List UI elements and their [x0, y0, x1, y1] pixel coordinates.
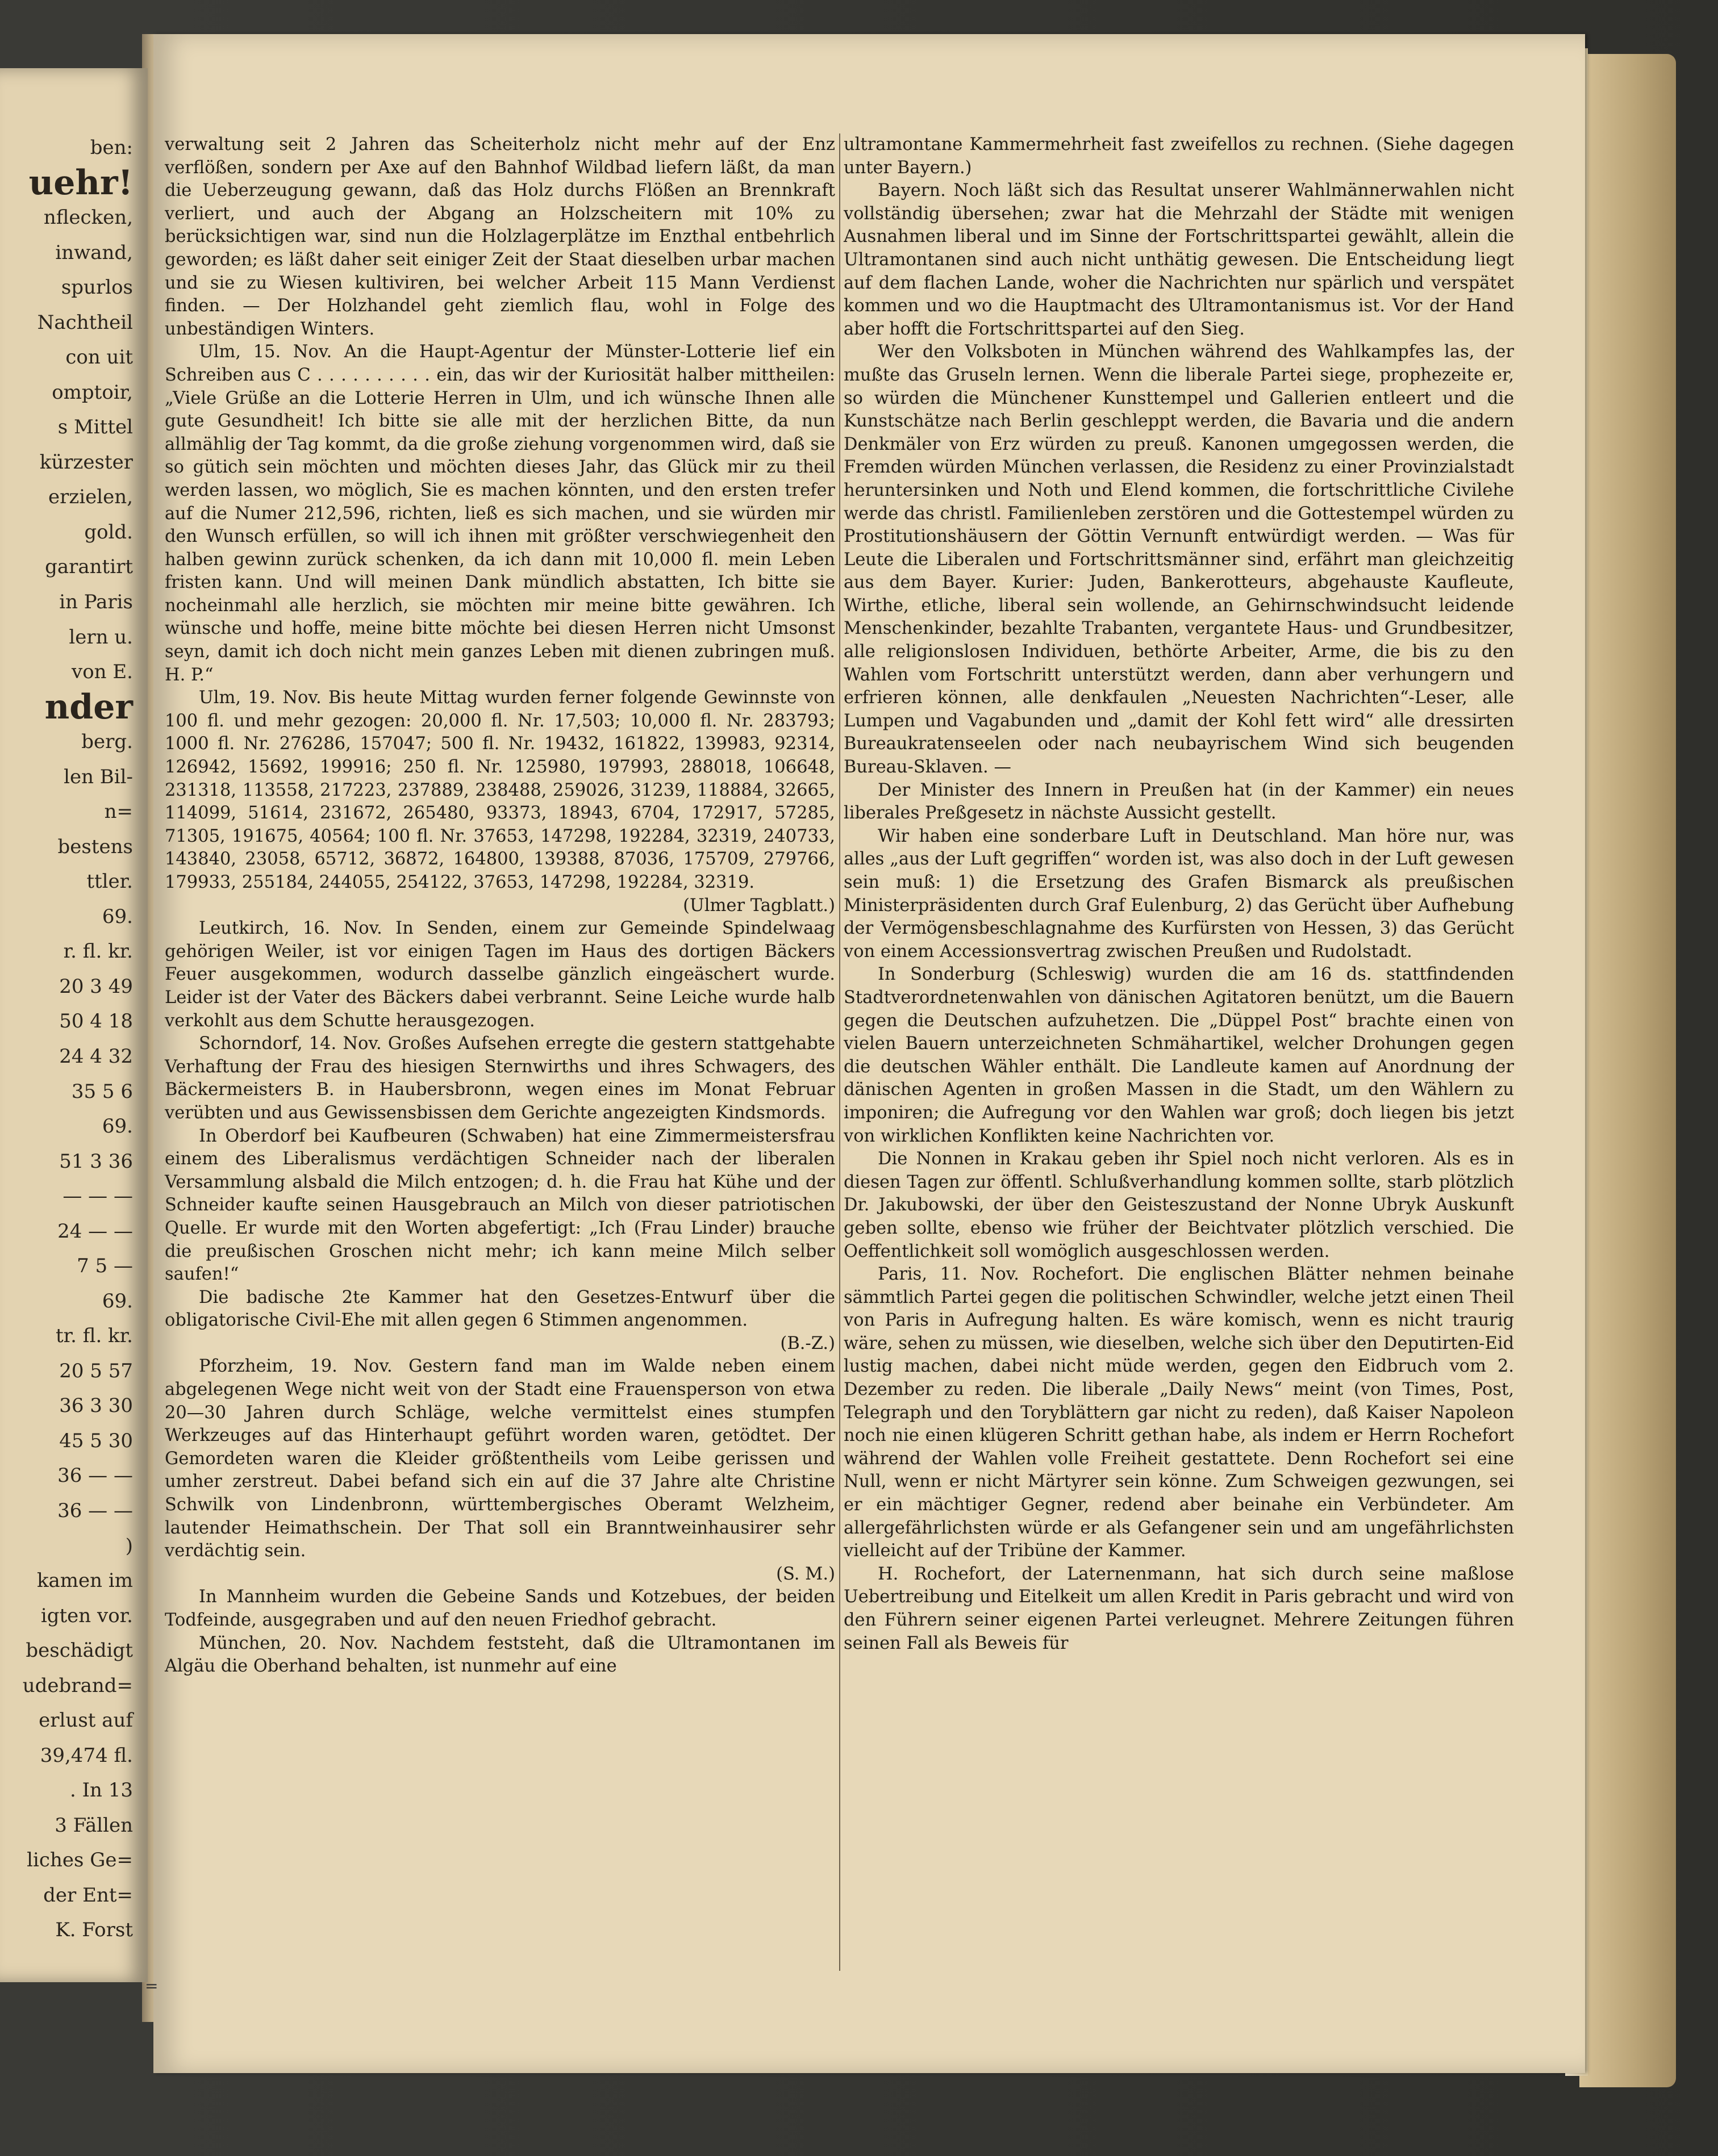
left-page-fragment: n=	[104, 800, 133, 823]
left-page-fragment: von E.	[71, 661, 133, 683]
left-page-fragment: 39,474 fl.	[40, 1744, 133, 1767]
left-page-fragment: 69.	[102, 1115, 133, 1138]
left-page-fragment: inwand,	[55, 241, 133, 264]
column-left	[165, 133, 835, 1678]
article-paragraph: München, 20. Nov. Nachdem feststeht, daß die Ultramontanen im Algäu die Oberhand behalten, ist nunmehr auf eine	[165, 1633, 835, 1677]
page-mark: =	[145, 1977, 159, 1995]
left-page-fragment: beschädigt	[26, 1639, 133, 1662]
left-page-fragment: 36 — —	[57, 1464, 133, 1487]
left-page-fragment: ttler.	[86, 870, 133, 893]
left-page-fragment: tr. fl. kr.	[55, 1324, 133, 1347]
left-page-fragment: berg.	[81, 730, 133, 753]
article-paragraph: H. Rochefort, der Laternenmann, hat sich durch seine maßlose Uebertreibung und Eitelkeit um allen Kredit in Paris gebracht und wird von den Führern seiner eigenen Partei verleugnet. Mehrere Zeitungen führen seinen Fall als Beweis für	[844, 1564, 1514, 1653]
left-page-fragment: )	[125, 1535, 133, 1557]
article-paragraph: verwaltung seit 2 Jahren das Scheiterholz nicht mehr auf der Enz verflößen, sondern per Axe auf den Bahnhof Wildbad liefern läßt, da man die Ueberzeugung gewann, daß das Holz durchs Flößen an Brennkraft verliert, und auch der Abgang an Holzscheitern mit 10% zu berücksichtigen war, sind nun die Holzlagerplätze im Enzthal entbehrlich geworden; es läßt daher seit einiger Zeit der Staat dieselben urbar machen und sie zu Wiesen kultiviren, bei welcher Arbeit 115 Mann Verdienst finden. — Der Holzhandel geht ziemlich flau, wohl in Folge des unbeständigen Winters.	[165, 135, 835, 339]
article-paragraph: Pforzheim, 19. Nov. Gestern fand man im Walde neben einem abgelegenen Wege nicht weit von der Stadt eine Frauensperson von etwa 20—30 Jahren durch Schläge, welche vermittelst eines stumpfen Werkzeuges auf das Hinterhaupt geführt worden waren, getödtet. Der Gemordeten waren die Kleider größtentheils vom Leibe gerissen und umher zerstreut. Dabei befand sich ein auf die 37 Jahre alte Christine Schwilk von Lindenbronn, württembergisches Oberamt Welzheim, lautender Heimathschein. Der That soll ein Branntweinhausirer sehr verdächtig sein.	[165, 1356, 835, 1561]
left-page-fragment: lern u.	[69, 626, 133, 649]
left-page-fragment: 50 4 18	[59, 1010, 133, 1033]
left-page-fragment: — — —	[62, 1185, 133, 1207]
article-paragraph: In Sonderburg (Schleswig) wurden die am 16 ds. stattfindenden Stadtverordnetenwahlen von dänischen Agitatoren benützt, um die Bauern gegen die Deutschen aufzuhetzen. Die „Düppel Post“ brachte einen von vielen Bauern unterzeichneten Schmähartikel, welcher Drohungen gegen die deutschen Wähler enthält. Die Landleute kamen auf Anordnung der dänischen Agenten in großen Massen in die Stadt, um den Wählern zu imponiren; die Aufregung vor den Wahlen war groß; doch liegen bis jetzt von wirklichen Konflikten keine Nachrichten vor.	[844, 964, 1514, 1146]
article-paragraph: Der Minister des Innern in Preußen hat (in der Kammer) ein neues liberales Preßgesetz in nächste Aussicht gestellt.	[844, 780, 1514, 824]
article-paragraph: In Mannheim wurden die Gebeine Sands und Kotzebues, der beiden Todfeinde, ausgegraben und auf den neuen Friedhof gebracht.	[165, 1587, 835, 1630]
source-citation: (S. M.)	[776, 1564, 835, 1584]
left-page-fragment: 20 3 49	[59, 975, 133, 998]
left-page	[0, 68, 148, 1982]
left-page-fragment: liches Ge=	[27, 1849, 133, 1871]
left-page-fragment: 36 — —	[57, 1499, 133, 1522]
left-page-fragment: kürzester	[39, 451, 133, 474]
article-paragraph: Paris, 11. Nov. Rochefort. Die englischen Blätter nehmen beinahe sämmtlich Partei gegen die politischen Schwindler, welche jetzt einen Theil von Paris in Aufregung halten. Es wäre komisch, wenn es nicht traurig wäre, sehen zu müssen, wie dieselben, welche sich über den Deputirten-Eid lustig machen, dabei nicht müde werden, gegen den Eidbruch vom 2. Dezember zu reden. Die liberale „Daily News“ meint (von Times, Post, Telegraph und den Toryblättern gar nicht zu reden), daß Kaiser Napoleon noch nie einen klügeren Schritt gethan habe, als indem er Herrn Rochefort während der Wahlen volle Freiheit gestattete. Denn Rochefort sei eine Null, wenn er nicht Märtyrer sein könne. Zum Schweigen gezwungen, sei er ein mächtiger Gegner, redend aber beinahe ein Verbündeter. Am allergefährlichsten würde er als Gefangener sein und am ungefährlichsten vielleicht auf der Tribüne der Kammer.	[844, 1264, 1514, 1561]
left-page-fragment: 51 3 36	[59, 1150, 133, 1173]
left-page-fragment: nder	[44, 687, 133, 727]
left-page-fragment: nflecken,	[43, 206, 133, 229]
article-paragraph: Schorndorf, 14. Nov. Großes Aufsehen erregte die gestern stattgehabte Verhaftung der Frau des hiesigen Sternwirths und ihres Schwagers, des Bäckermeisters B. in Haubersbronn, wegen eines im Monat Februar verübten und aus Gewissensbissen dem Gerichte angezeigten Kindsmords.	[165, 1034, 835, 1123]
column-right	[844, 133, 1514, 1655]
left-page-fragment: r. fl. kr.	[63, 940, 133, 963]
left-page-fragment: . In 13	[69, 1779, 133, 1802]
left-page-fragment: 24 4 32	[59, 1045, 133, 1068]
left-page-fragment: con uit	[65, 346, 133, 369]
left-page-fragment: 24 — —	[57, 1220, 133, 1243]
left-page-fragment: ben:	[90, 136, 133, 159]
article-paragraph: Die badische 2te Kammer hat den Gesetzes-Entwurf über die obligatorische Civil-Ehe mit allen gegen 6 Stimmen angenommen.	[165, 1287, 835, 1331]
left-page-fragment: bestens	[57, 835, 133, 858]
left-page-fragment: erlust auf	[39, 1709, 133, 1732]
article-paragraph: Wir haben eine sonderbare Luft in Deutschland. Man höre nur, was alles „aus der Luft gegriffen“ worden ist, was also doch in der Luft gewesen sein muß: 1) die Ersetzung des Grafen Bismarck als preußischen Ministerpräsidenten durch Graf Eulenburg, 2) das Gerücht über Aufhebung der Vermögensbeschlagnahme des Kurfürsten von Hessen, 3) das Gerücht von einem Accessionsvertrag zwischen Preußen und Rudolstadt.	[844, 826, 1514, 962]
left-page-fragment: gold.	[84, 521, 133, 544]
column-divider	[839, 133, 840, 1971]
article-paragraph: Bayern. Noch läßt sich das Resultat unserer Wahlmännerwahlen nicht vollständig übersehen; zwar hat die Mehrzahl der Städte mit wenigen Ausnahmen liberal und im Sinne der Fortschrittspartei gewählt, allein die Ultramontanen sind auch nicht unthätig gewesen. Die Entscheidung liegt auf dem flachen Lande, woher die Nachrichten nur spärlich und verspätet kommen und wo die Hauptmacht des Ultramontanismus ist. Vor der Hand aber hofft die Fortschrittspartei auf den Sieg.	[844, 181, 1514, 339]
left-page-fragment: 69.	[102, 1290, 133, 1313]
left-page-fragment: garantirt	[45, 555, 133, 578]
left-page-fragment: erzielen,	[48, 486, 133, 508]
left-page-fragment: spurlos	[61, 276, 133, 299]
left-page-fragment: 20 5 57	[59, 1360, 133, 1382]
article-paragraph: In Oberdorf bei Kaufbeuren (Schwaben) hat eine Zimmermeistersfrau einem des Liberalismus verdächtigen Schneider nach der liberalen Versammlung alsbald die Milch entzogen; d. h. die Frau hat Kühe und der Schneider kaufte seinen Hausgebrauch an Milch von dieser patriotischen Quelle. Er wurde mit den Worten abgefertigt: „Ich (Frau Linder) brauche die preußischen Groschen nicht mehr; ich kann meine Milch selber saufen!“	[165, 1126, 835, 1285]
left-page-fragment: K. Forst	[55, 1919, 133, 1941]
left-page-fragment: 3 Fällen	[55, 1814, 133, 1837]
left-page-fragment: 7 5 —	[77, 1255, 133, 1277]
left-page-fragment: omptoir,	[52, 381, 133, 404]
article-paragraph: Ulm, 15. Nov. An die Haupt-Agentur der Münster-Lotterie lief ein Schreiben aus C . . . . . . . . . . ein, das wir der Kuriosität halber mittheilen: „Viele Grüße an die Lotterie Herren in Ulm, und ich wünsche Ihnen alle gute Gesundheit! Ich bitte sie alle mit der herzlichen Bitte, da nun allmählig der Tag kommt, da die große ziehung vorgenommen wird, daß sie so gütich sein möchten und möchten dieses Jahr, das Glück mir zu theil werden lassen, wo möglich, Sie es machen könnten, und den ersten trefer auf die Numer 212,596, richten, ließ es sich machen, und sie würden mir den Wunsch erfüllen, so will ich ihnen mit größter verschwiegenheit den halben gewinn zurück schenken, da ich dann mit 10,000 fl. mein Leben fristen kann. Und will meinen Dank mündlich abstatten, Ich bitte sie nocheinmahl alle herzlich, sie möchten mir meine bitte gewähren. Ich wünsche und hoffe, meine bitte möchte bei diesen Herren nicht Umsonst seyn, damit ich doch nicht mein ganzes Leben mit dienen zubringen muß. H. P.“	[165, 342, 835, 685]
source-citation: (Ulmer Tagblatt.)	[683, 895, 835, 916]
left-page-fragment: 69.	[102, 905, 133, 928]
left-page-fragment: uehr!	[28, 163, 133, 203]
left-page-fragment: in Paris	[59, 591, 133, 613]
article-paragraph: Leutkirch, 16. Nov. In Senden, einem zur Gemeinde Spindelwaag gehörigen Weiler, ist vor einigen Tagen im Haus des dortigen Bäckers Feuer ausgekommen, wodurch dasselbe gänzlich eingeäschert wurde. Leider ist der Vater des Bäckers dabei verbrannt. Seine Leiche wurde halb verkohlt aus dem Schutte herausgezogen.	[165, 918, 835, 1031]
left-page-fragment: udebrand=	[22, 1674, 133, 1697]
article-paragraph: Ulm, 19. Nov. Bis heute Mittag wurden ferner folgende Gewinnste von 100 fl. und mehr gezogen: 20,000 fl. Nr. 17,503; 10,000 fl. Nr. 283793; 1000 fl. Nr. 276286, 157047; 500 fl. Nr. 19432, 161822, 139983, 92314, 126942, 15692, 199916; 250 fl. Nr. 125980, 197993, 288018, 106648, 231318, 113558, 217223, 237889, 238488, 259026, 31239, 118884, 32665, 114099, 51614, 231672, 265480, 93373, 18943, 6704, 172917, 57285, 71305, 191675, 40564; 100 fl. Nr. 37653, 147298, 192284, 32319, 240733, 143840, 23058, 65712, 36872, 164800, 139388, 87036, 175709, 279766, 179933, 255184, 244055, 254122, 37653, 147298, 192284, 32319.	[165, 688, 835, 892]
left-page-fragment: Nachtheil	[37, 311, 133, 334]
left-page-fragment: 45 5 30	[59, 1430, 133, 1452]
left-page-fragment: 35 5 6	[71, 1080, 133, 1103]
left-page-fragment: len Bil-	[64, 766, 133, 788]
article-paragraph: ultramontane Kammermehrheit fast zweifellos zu rechnen. (Siehe dagegen unter Bayern.)	[844, 135, 1514, 178]
book-cover-board	[1579, 54, 1676, 2087]
left-page-fragment: kamen im	[36, 1569, 133, 1592]
article-paragraph: Wer den Volksboten in München während des Wahlkampfes las, der mußte das Gruseln lernen. Wenn die liberale Partei siege, prophezeite er, so würden die Münchener Kunsttempel und Gallerien entleert und die Kunstschätze nach Berlin geschleppt werden, die Bavaria und die andern Denkmäler von Erz würden zu preuß. Kanonen umgegossen werden, die Fremden würden München verlassen, die Residenz zu einer Provinzialstadt heruntersinken und Noth und Elend kommen, die fortschrittliche Civilehe werde das christl. Familienleben zerstören und die Gottestempel würden zu Prostitutionshäusern der Göttin Vernunft entwürdigt werden. — Was für Leute die Liberalen und Fortschrittsmänner sind, erfährt man gleichzeitig aus dem Bayer. Kurier: Juden, Bankerotteurs, abgehauste Kaufleute, Wirthe, etliche, liberal sein wollende, an Gehirnschwindsucht leidende Menschenkinder, bezahlte Trabanten, vergantete Haus- und Grundbesitzer, alle religionslosen Individuen, bethörte Arbeiter, Arme, die bis zu den Wahlen vom Fortschritt unterstützt werden, dann aber verhungern und erfrieren können, alle denkfaulen „Neuesten Nachrichten“-Leser, alle Lumpen und Vagabunden und „damit der Kohl fett wird“ alle dressirten Bureaukratenseelen oder nach neubayrischem Wind sich beugenden Bureau-Sklaven. —	[844, 342, 1514, 778]
left-page-fragment: s Mittel	[57, 416, 133, 438]
article-paragraph: Die Nonnen in Krakau geben ihr Spiel noch nicht verloren. Als es in diesen Tagen zur öffentl. Schlußverhandlung kommen sollte, starb plötzlich Dr. Jakubowski, der über den Geisteszustand der Nonne Ubryk Auskunft geben sollte, ebenso wie früher der Beichtvater plötzlich verschied. Die Oeffentlichkeit soll womöglich ausgeschlossen werden.	[844, 1149, 1514, 1261]
left-page-fragment: igten vor.	[40, 1605, 133, 1627]
left-page-fragment: 36 3 30	[59, 1394, 133, 1417]
source-citation: (B.-Z.)	[780, 1333, 835, 1353]
left-page-fragment: der Ent=	[43, 1884, 133, 1907]
